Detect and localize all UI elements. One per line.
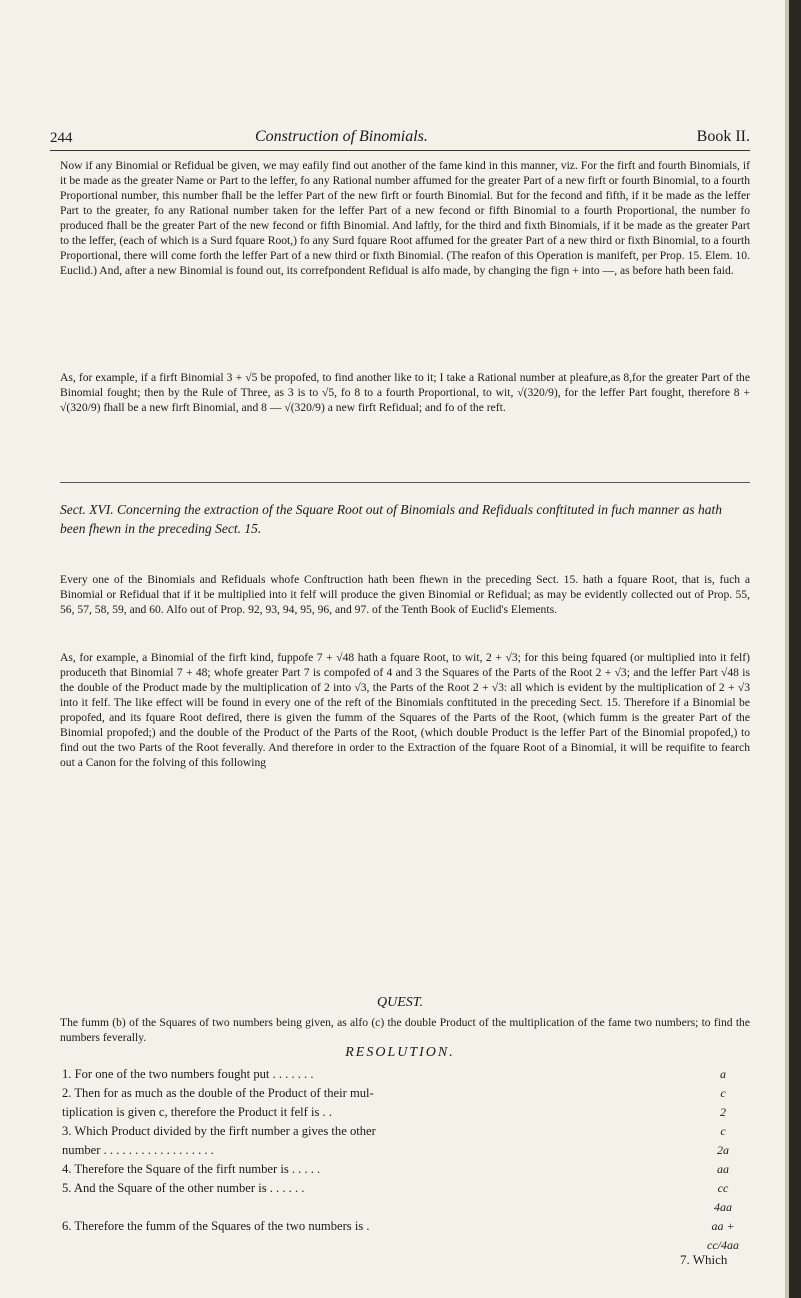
step-1: 1. For one of the two numbers fought put . . . . . . . <box>62 1067 314 1081</box>
result-4: c <box>720 1124 726 1138</box>
section-heading <box>60 500 750 538</box>
page-header <box>50 128 750 152</box>
quest-statement <box>60 1015 750 1045</box>
result-5: 2a <box>717 1143 729 1157</box>
result-7: cc <box>717 1181 729 1195</box>
paragraph-1-text: Now if any Binomial or Refidual be given, we may eafily find out another of the fame kind in this manner, viz. For the firft and fourth Binomials, if it be made as the greater Name or Part to the leffer, fo any Rational number affumed for the greater Part of a new firft or fourth Binomial, to a fourth Proportional number, this number fhall be the leffer Part of the new firft or fourth Binomial. But for the fecond and fifth, if it be made as the leffer Part to the greater, fo any Rational number taken for the leffer Part of a new fecond or fifth Binomial to a fourth Proportional, the number fo produced fhall be the greater Part of the new fecond or fifth Binomial. And laftly, for the third and fixth Binomials, if it be made as the greater Part to the leffer, (each of which is a Surd fquare Root,) fo any Surd fquare Root affumed for the greater Part of a new third or fixth Binomial, to a fourth Proportional, there will come forth the leffer Part of a new third or fixth Binomial. (The reafon of this Operation is manifeft, per Prop. 15. Elem. 10. Euclid.) And, after a new Binomial is found out, its correfpondent Refidual is alfo made, by changing the fign + into —, as before hath been faid. <box>60 159 750 277</box>
result-3: 2 <box>720 1105 726 1119</box>
paragraph-1 <box>60 158 750 278</box>
result-6: aa <box>717 1162 729 1176</box>
paragraph-4-text: As, for example, a Binomial of the firft kind, fuppofe 7 + √48 hath a fquare Root, to wit, 2 + √3; for this being fquared (or multiplied into it felf) produceth that Binomial 7 + 48; whofe greater Part 7 is compofed of 4 and 3 the Squares of the Parts of the Root 2 + √3; and the leffer Part √48 is the double of the Product made by the multiplication of 2 into √3, the Parts of the Root 2 + √3: all which is evident by the multiplication of 2 + √3 into it felf. The like effect will be found in every one of the reft of the Binomials conftituted in the preceding Sect. 15. Therefore if a Binomial be propofed, and its fquare Root defired, there is given the fumm of the Squares of the Parts of the Root, (which fumm is the greater Part of the Binomial propofed;) and the double of the Product of the Parts of the Root, (which double Product is the leffer Part of the Binomial propofed,) to find out the two Parts of the Root feverally. And therefore in order to the Extraction of the fquare Root of a Binomial, it will be requifite to fearch out a Canon for the folving of this following <box>60 651 750 769</box>
step-4: 4. Therefore the Square of the firft number is . . . . . <box>62 1162 321 1176</box>
result-8: 4aa <box>714 1200 732 1214</box>
paragraph-3-text: Every one of the Binomials and Refiduals whofe Conftruction hath been fhewn in the preceding Sect. 15. hath a fquare Root, that is, fuch a Binomial or Refidual that if it be multiplied into it felf will produce the given Binomial or Refidual; as may be evidently collected out of Prop. 55, 56, 57, 58, 59, and 60. Alfo out of Prop. 92, 93, 94, 95, 96, and 97. of the Tenth Book of Euclid's Elements. <box>60 573 750 616</box>
step-2b: tiplication is given c, therefore the Product it felf is . . <box>62 1105 332 1119</box>
paragraph-2 <box>60 370 750 415</box>
paragraph-3 <box>60 572 750 617</box>
page-number: 244 <box>50 130 73 146</box>
catchword: 7. Which <box>680 1252 728 1267</box>
step-3a: 3. Which Product divided by the firft number a gives the other <box>62 1124 376 1138</box>
result-2: c <box>720 1086 726 1100</box>
running-title: Construction of Binomials. <box>255 128 428 145</box>
quest-text: The fumm (b) of the Squares of two numbers being given, as alfo (c) the double Product of the multiplication of the fame two numbers; to find the numbers feverally. <box>60 1016 750 1044</box>
results-column <box>698 1065 748 1252</box>
quest-heading: QUEST. <box>376 995 424 1010</box>
book-page <box>50 0 750 1298</box>
book-label: Book II. <box>696 128 750 145</box>
binding-edge <box>789 0 801 1298</box>
step-5: 5. And the Square of the other number is . . . . . . <box>62 1181 305 1195</box>
paragraph-2-text: As, for example, if a firft Binomial 3 + √5 be propofed, to find another like to it; I take a Rational number at pleafure,as 8,for the greater Part of the Binomial fought; then by the Rule of Three, as 3 is to √5, fo 8 to a fourth Proportional, to wit, √(320/9), for the leffer Part fought, therefore 8 + √(320/9) fhall be a new firft Binomial, and 8 — √(320/9) a new firft Refidual; and fo of the reft. <box>60 371 750 414</box>
step-3b: number . . . . . . . . . . . . . . . . . . <box>62 1143 214 1157</box>
step-spacer <box>62 1198 642 1217</box>
header-rule <box>50 150 750 151</box>
section-heading-text: Sect. XVI. Concerning the extraction of the Square Root out of Binomials and Refiduals conftituted in fuch manner as hath been fhewn in the preceding Sect. 15. <box>60 502 723 536</box>
step-2a: 2. Then for as much as the double of the Product of their mul- <box>62 1086 374 1100</box>
section-separator <box>60 482 750 483</box>
resolution-heading: RESOLUTION. <box>345 1045 455 1060</box>
result-1: a <box>720 1067 726 1081</box>
result-9: aa + cc/4aa <box>707 1219 739 1252</box>
step-6: 6. Therefore the fumm of the Squares of the two numbers is . <box>62 1219 370 1233</box>
resolution-steps <box>62 1065 642 1236</box>
paragraph-4 <box>60 650 750 770</box>
